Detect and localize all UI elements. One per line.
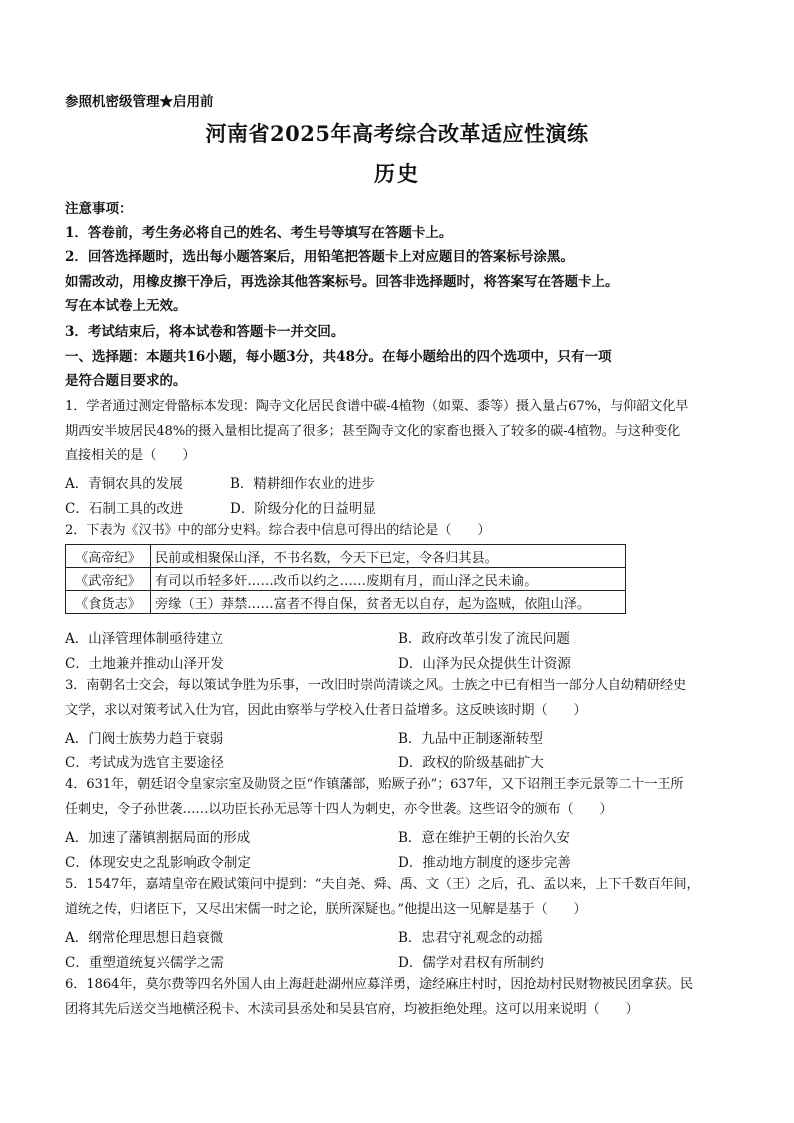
notice-line: 2．回答选择题时，选出每小题答案后，用铅笔把答题卡上对应题目的答案标号涂黑。 [65,249,574,265]
question-1-option-b[interactable]: B．精耕细作农业的进步 [230,476,375,492]
exam-title: 河南省2025年高考综合改革适应性演练 [205,121,589,146]
table-cell-source: 《食货志》 [66,591,151,614]
question-5-option-b[interactable]: B．忠君守礼观念的动摇 [398,930,543,946]
question-3-text: 3．南朝名士交会，每以策试争胜为乐事，一改旧时崇尚清谈之风。士族之中已有相当一部分人自幼精研经史 [65,678,686,693]
question-2-option-a[interactable]: A．山泽管理体制亟待建立 [65,631,224,647]
question-6-text: 团将其先后送交当地横泾税卡、木渎司县丞处和吴县官府，均被拒绝处理。这可以用来说明（ ） [65,1002,639,1017]
question-4-text: 任刺史，令子孙世袭……以功臣长孙无忌等十四人为刺史，亦令世袭。这些诏令的颁布（ ） [65,802,613,817]
question-2-text: 2．下表为《汉书》中的部分史料。综合表中信息可得出的结论是（ ） [65,523,491,538]
question-5-option-c[interactable]: C．重塑道统复兴儒学之需 [65,955,224,971]
notice-line: 3．考试结束后，将本试卷和答题卡一并交回。 [65,324,345,340]
notice-line: 写在本试卷上无效。 [65,298,187,314]
question-3-option-a[interactable]: A．门阀士族势力趋于衰弱 [65,731,224,747]
question-1-text: 1．学者通过测定骨骼标本发现：陶寺文化居民食谱中碳-4植物（如粟、黍等）摄入量占67%，与仰韶文化早 [65,399,689,414]
table-cell-text: 旁缘（王）莽禁……富者不得自保，贫者无以自存，起为盗贼，依阻山泽。 [151,591,626,614]
table-row [66,545,626,568]
question-4-text: 4．631年，朝廷诏令皇家宗室及勋贤之臣“作镇藩部，贻厥子孙”；637年，又下诏荆王李元景等二十一王所 [65,777,684,792]
notice-line: 1．答卷前，考生务必将自己的姓名、考生号等填写在答题卡上。 [65,225,453,241]
question-1-option-a[interactable]: A．青铜农具的发展 [65,476,183,492]
table-row [66,568,626,591]
confidential-note: 参照机密级管理★启用前 [65,94,214,110]
question-1-option-c[interactable]: C．石制工具的改进 [65,501,184,517]
question-4-option-d[interactable]: D．推动地方制度的逐步完善 [398,855,571,871]
question-5-text: 道统之传，归诸臣下，又尽出宋儒一时之论，朕所深疑也。”他提出这一见解是基于（ ） [65,902,587,917]
notice-heading: 注意事项： [65,201,133,217]
question-2-option-b[interactable]: B．政府改革引发了流民问题 [398,631,570,647]
question-5-text: 5．1547年，嘉靖皇帝在殿试策问中提到：“夫自尧、舜、禹、文（王）之后，孔、孟以来，上下千数百年间， [65,877,700,892]
table-cell-source: 《武帝纪》 [66,568,151,591]
question-1-option-d[interactable]: D．阶级分化的日益明显 [230,501,376,517]
question-5-option-d[interactable]: D．儒学对君权有所制约 [398,955,544,971]
section-heading: 一、选择题：本题共16小题，每小题3分，共48分。在每小题给出的四个选项中，只有一项 [65,349,612,365]
question-2-option-d[interactable]: D．山泽为民众提供生计资源 [398,656,571,672]
question-1-text: 直接相关的是（ ） [65,448,196,463]
question-4-option-a[interactable]: A．加速了藩镇割据局面的形成 [65,830,251,846]
section-heading: 是符合题目要求的。 [65,373,187,389]
table-row [66,591,626,614]
subject-title: 历史 [374,161,420,186]
table-cell-text: 民前或相聚保山泽，不书名数，今天下已定，令各归其县。 [151,545,626,568]
question-1-text: 期西安半坡居民48%的摄入量相比提高了很多；甚至陶寺文化的家畜也摄入了较多的碳-4植物。与这种变化 [65,424,681,439]
table-cell-source: 《高帝纪》 [66,545,151,568]
question-6-text: 6．1864年，莫尔费等四名外国人由上海赶赴湖州应募洋勇，途经麻庄村时，因抢劫村民财物被民团拿获。民 [65,977,693,992]
table-cell-text: 有司以币轻多奸……改币以约之……废期有月，而山泽之民未谕。 [151,568,626,591]
question-4-option-b[interactable]: B．意在维护王朝的长治久安 [398,830,570,846]
question-5-option-a[interactable]: A．纲常伦理思想日趋衰微 [65,930,224,946]
notice-line: 如需改动，用橡皮擦干净后，再选涂其他答案标号。回答非选择题时，将答案写在答题卡上。 [65,274,619,290]
question-3-option-b[interactable]: B．九品中正制逐渐转型 [398,731,543,747]
source-table [65,544,626,614]
question-4-option-c[interactable]: C．体现安史之乱影响政令制定 [65,855,251,871]
question-3-option-d[interactable]: D．政权的阶级基础扩大 [398,755,544,771]
question-2-option-c[interactable]: C．土地兼并推动山泽开发 [65,656,224,672]
question-3-option-c[interactable]: C．考试成为选官主要途径 [65,755,224,771]
question-3-text: 文学，求以对策考试入仕为官，因此由察举与学校入仕者日益增多。这反映该时期（ ） [65,703,587,718]
